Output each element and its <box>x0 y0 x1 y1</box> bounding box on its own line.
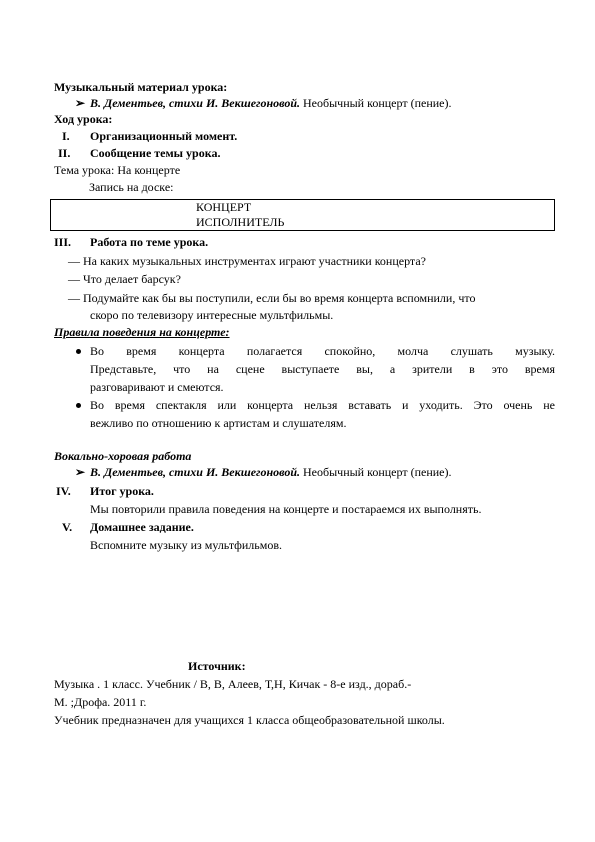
song-authors: В. Дементьев, стихи И. Векшегоновой. <box>90 96 300 110</box>
step2-number: II. <box>58 146 71 160</box>
song-line-1 <box>90 96 452 110</box>
step4-number: IV. <box>56 484 71 498</box>
song-authors: В. Дементьев, стихи И. Векшегоновой. <box>90 465 300 479</box>
step5-title: Домашнее задание. <box>90 520 194 534</box>
vocal-heading: Вокально-хоровая работа <box>54 449 192 463</box>
arrow-bullet-icon: ➢ <box>75 465 86 479</box>
step4-body: Мы повторили правила поведения на концерте и постараемся их выполнять. <box>90 502 482 516</box>
step3-number: III. <box>54 235 72 249</box>
board-box <box>50 199 555 231</box>
source-line-1: Музыка . 1 класс. Учебник / В, В, Алеев, Т,Н, Кичак - 8-е изд., дораб.- <box>54 677 412 691</box>
rule-1-line-2: Представьте, что на сцене выступаете вы, а зрители в это время <box>90 362 555 376</box>
bullet-dot-icon <box>76 403 81 408</box>
step4-title: Итог урока. <box>90 484 154 498</box>
step5-body: Вспомните музыку из мультфильмов. <box>90 538 282 552</box>
question-1: — На каких музыкальных инструментах играют участники концерта? <box>68 254 426 268</box>
board-note: Запись на доске: <box>89 180 174 194</box>
lesson-topic: Тема урока: На концерте <box>54 163 181 177</box>
board-word-concert: КОНЦЕРТ <box>196 200 252 214</box>
lesson-course-heading: Ход урока: <box>54 112 113 126</box>
question-3: — Подумайте как бы вы поступили, если бы во время концерта вспомнили, что <box>68 291 476 305</box>
rule-2-line-1: Во время спектакля или концерта нельзя вставать и уходить. Это очень не <box>90 398 555 412</box>
step3-title: Работа по теме урока. <box>90 235 209 249</box>
rule-1-line-1: Во время концерта полагается спокойно, молча слушать музыку. <box>90 344 555 358</box>
step5-number: V. <box>62 520 73 534</box>
rules-heading: Правила поведения на концерте: <box>54 325 230 339</box>
arrow-bullet-icon: ➢ <box>75 96 86 110</box>
song-line-2 <box>90 465 452 479</box>
step2-title: Сообщение темы урока. <box>90 146 221 160</box>
question-2: — Что делает барсук? <box>68 272 181 286</box>
bullet-dot-icon <box>76 349 81 354</box>
step1-number: I. <box>62 129 70 143</box>
source-line-3: Учебник предназначен для учащихся 1 класса общеобразовательной школы. <box>54 713 445 727</box>
question-3-continued: скоро по телевизору интересные мультфильмы. <box>90 308 334 322</box>
song-title: Необычный концерт (пение). <box>300 465 452 479</box>
source-line-2: М. ;Дрофа. 2011 г. <box>54 695 147 709</box>
song-title: Необычный концерт (пение). <box>300 96 452 110</box>
rule-2-line-2: вежливо по отношению к артистам и слушателям. <box>90 416 347 430</box>
music-material-heading: Музыкальный материал урока: <box>54 80 228 94</box>
board-word-performer: ИСПОЛНИТЕЛЬ <box>196 215 285 229</box>
step1-title: Организационный момент. <box>90 129 238 143</box>
rule-1-line-3: разговаривают и смеются. <box>90 380 224 394</box>
source-heading: Источник: <box>188 659 246 673</box>
